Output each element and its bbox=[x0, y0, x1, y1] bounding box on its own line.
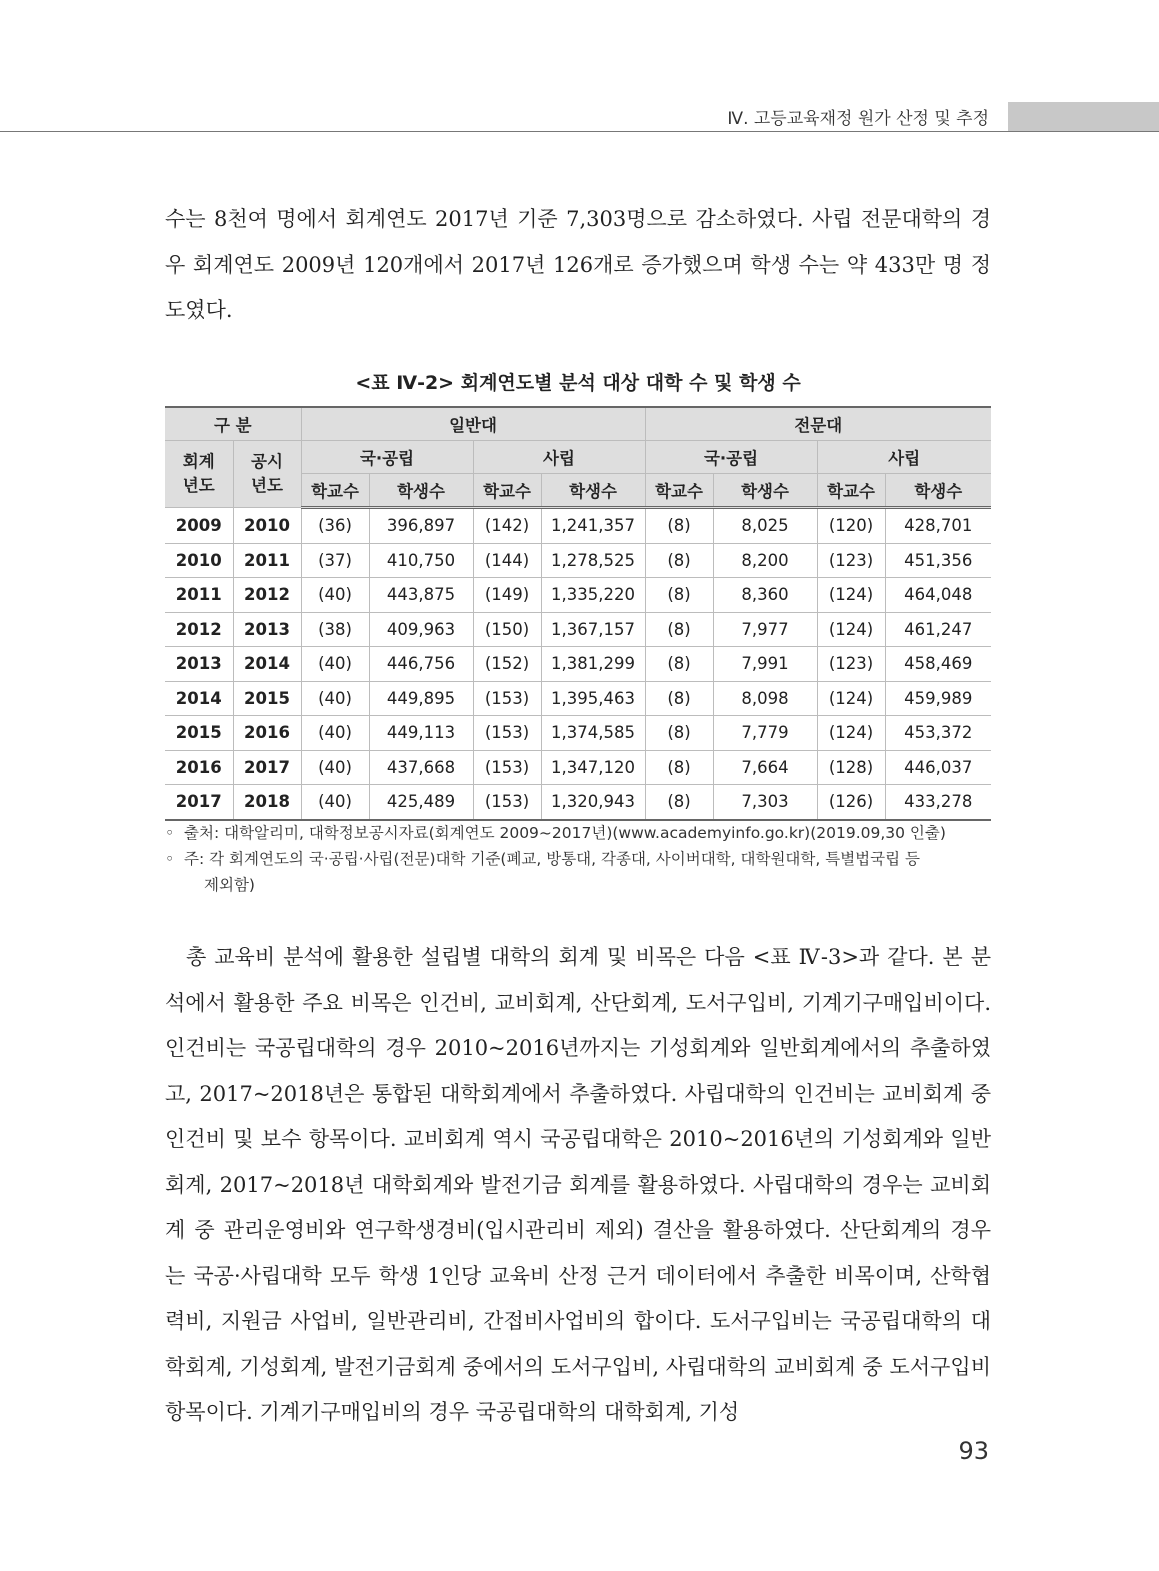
year-cell: 2011 bbox=[233, 543, 301, 578]
header-notice-year: 공시 년도 bbox=[233, 441, 301, 508]
table-cell: (40) bbox=[301, 785, 369, 820]
table-cell: (153) bbox=[473, 785, 541, 820]
table-cell: 1,381,299 bbox=[541, 647, 645, 682]
table-row bbox=[165, 578, 991, 613]
header-students: 학생수 bbox=[541, 474, 645, 508]
table-cell: (40) bbox=[301, 750, 369, 785]
body-paragraph: 총 교육비 분석에 활용한 설립별 대학의 회계 및 비목은 다음 <표 Ⅳ-3>과 같다. 본 분석에서 활용한 주요 비목은 인건비, 교비회계, 산단회계, 도서구입비, 기계기구매입비이다. 인건비는 국공립대학의 경우 2010~2016년까지는 기성회계와 일반회계에서의 추출하였고, 2017~2018년은 통합된 대학회계에서 추출하였다. 사립대학의 인건비는 교비회계 중 인건비 및 보수 항목이다. 교비회계 역시 국공립대학은 2010~2016년의 기성회계와 일반회계, 2017~2018년 대학회계와 발전기금 회계를 활용하였다. 사립대학의 경우는 교비회계 중 관리운영비와 연구학생경비(입시관리비 제외) 결산을 활용하였다. 산단회계의 경우는 국공·사립대학 모두 학생 1인당 교육비 산정 근거 데이터에서 추출한 비목이며, 산학협력비, 지원금 사업비, 일반관리비, 간접비사업비의 합이다. 도서구입비는 국공립대학의 대학회계, 기성회계, 발전기금회계 중에서의 도서구입비, 사립대학의 교비회계 중 도서구입비 항목이다. 기계기구매입비의 경우 국공립대학의 대학회계, 기성 bbox=[165, 945, 991, 1424]
table-cell: (40) bbox=[301, 681, 369, 716]
table-cell: 449,113 bbox=[369, 716, 473, 751]
table-cell: 443,875 bbox=[369, 578, 473, 613]
note-bullet: ◦ bbox=[165, 824, 175, 842]
year-cell: 2013 bbox=[233, 612, 301, 647]
table-row bbox=[165, 750, 991, 785]
table-cell: (123) bbox=[817, 543, 885, 578]
table-cell: 1,241,357 bbox=[541, 508, 645, 544]
year-cell: 2014 bbox=[233, 647, 301, 682]
table-cell: 458,469 bbox=[885, 647, 991, 682]
table-row bbox=[165, 647, 991, 682]
table-cell: 433,278 bbox=[885, 785, 991, 820]
header-general-university: 일반대 bbox=[301, 407, 645, 441]
note-bullet: ◦ bbox=[165, 850, 175, 868]
table-row bbox=[165, 785, 991, 820]
table-cell: (123) bbox=[817, 647, 885, 682]
header-schools: 학교수 bbox=[301, 474, 369, 508]
table-cell: 7,991 bbox=[713, 647, 817, 682]
table-cell: 7,664 bbox=[713, 750, 817, 785]
header-fiscal-year: 회계 년도 bbox=[165, 441, 233, 508]
intro-paragraph: 수는 8천여 명에서 회계연도 2017년 기준 7,303명으로 감소하였다. 사립 전문대학의 경우 회계연도 2009년 120개에서 2017년 126개로 증가했으며 학생 수는 약 433만 명 정도였다. bbox=[165, 207, 991, 322]
chapter-header: Ⅳ. 고등교육재정 원가 산정 및 추정 bbox=[727, 109, 989, 129]
header-accent-bar bbox=[1008, 102, 1159, 132]
table-notes bbox=[165, 820, 991, 898]
table-cell: (40) bbox=[301, 716, 369, 751]
table-cell: 410,750 bbox=[369, 543, 473, 578]
table-title: <표 Ⅳ-2> 회계연도별 분석 대상 대학 수 및 학생 수 bbox=[355, 372, 801, 394]
table-cell: (36) bbox=[301, 508, 369, 544]
table-cell: (8) bbox=[645, 785, 713, 820]
table-cell: (8) bbox=[645, 543, 713, 578]
table-cell: 446,037 bbox=[885, 750, 991, 785]
year-cell: 2014 bbox=[165, 681, 233, 716]
header-students: 학생수 bbox=[369, 474, 473, 508]
header-junior-private: 사립 bbox=[817, 441, 991, 474]
table-cell: (124) bbox=[817, 612, 885, 647]
table-cell: (40) bbox=[301, 578, 369, 613]
table-cell: 8,360 bbox=[713, 578, 817, 613]
year-cell: 2013 bbox=[165, 647, 233, 682]
table-cell: (153) bbox=[473, 750, 541, 785]
header-category: 구 분 bbox=[165, 407, 301, 441]
header-general-national: 국·공립 bbox=[301, 441, 473, 474]
table-cell: (152) bbox=[473, 647, 541, 682]
table-cell: 1,320,943 bbox=[541, 785, 645, 820]
header-junior-college: 전문대 bbox=[645, 407, 991, 441]
table-cell: (124) bbox=[817, 681, 885, 716]
year-cell: 2018 bbox=[233, 785, 301, 820]
header-general-private: 사립 bbox=[473, 441, 645, 474]
header-students: 학생수 bbox=[713, 474, 817, 508]
table-cell: (8) bbox=[645, 750, 713, 785]
table-cell: (153) bbox=[473, 716, 541, 751]
table-cell: 1,335,220 bbox=[541, 578, 645, 613]
table-cell: (8) bbox=[645, 578, 713, 613]
year-cell: 2009 bbox=[165, 508, 233, 544]
table-cell: 1,395,463 bbox=[541, 681, 645, 716]
table-cell: (142) bbox=[473, 508, 541, 544]
remark-note-continuation: 제외함) bbox=[204, 876, 255, 894]
header-schools: 학교수 bbox=[473, 474, 541, 508]
table-cell: (144) bbox=[473, 543, 541, 578]
table-cell: 428,701 bbox=[885, 508, 991, 544]
table-cell: 464,048 bbox=[885, 578, 991, 613]
table-cell: (153) bbox=[473, 681, 541, 716]
table-row bbox=[165, 681, 991, 716]
table-cell: (8) bbox=[645, 508, 713, 544]
table-cell: 449,895 bbox=[369, 681, 473, 716]
table-cell: (8) bbox=[645, 716, 713, 751]
table-cell: 409,963 bbox=[369, 612, 473, 647]
table-row bbox=[165, 508, 991, 544]
table-cell: (149) bbox=[473, 578, 541, 613]
table-cell: 8,098 bbox=[713, 681, 817, 716]
table-cell: (38) bbox=[301, 612, 369, 647]
year-cell: 2012 bbox=[233, 578, 301, 613]
table-cell: 396,897 bbox=[369, 508, 473, 544]
year-cell: 2016 bbox=[165, 750, 233, 785]
year-cell: 2011 bbox=[165, 578, 233, 613]
table-cell: (8) bbox=[645, 647, 713, 682]
table-cell: (150) bbox=[473, 612, 541, 647]
table-cell: 446,756 bbox=[369, 647, 473, 682]
table-cell: 459,989 bbox=[885, 681, 991, 716]
header-schools: 학교수 bbox=[817, 474, 885, 508]
table-cell: 451,356 bbox=[885, 543, 991, 578]
table-cell: (120) bbox=[817, 508, 885, 544]
header-schools: 학교수 bbox=[645, 474, 713, 508]
year-cell: 2010 bbox=[233, 508, 301, 544]
table-cell: 8,025 bbox=[713, 508, 817, 544]
year-cell: 2012 bbox=[165, 612, 233, 647]
year-cell: 2010 bbox=[165, 543, 233, 578]
table-cell: 7,977 bbox=[713, 612, 817, 647]
table-cell: 7,303 bbox=[713, 785, 817, 820]
remark-note bbox=[165, 846, 991, 872]
table-cell: 453,372 bbox=[885, 716, 991, 751]
statistics-table bbox=[165, 406, 991, 821]
header-students: 학생수 bbox=[885, 474, 991, 508]
table-cell: (40) bbox=[301, 647, 369, 682]
table-cell: (124) bbox=[817, 578, 885, 613]
table-cell: (126) bbox=[817, 785, 885, 820]
table-cell: 425,489 bbox=[369, 785, 473, 820]
table-cell: 1,367,157 bbox=[541, 612, 645, 647]
table-cell: (37) bbox=[301, 543, 369, 578]
table-row bbox=[165, 716, 991, 751]
table-cell: 1,374,585 bbox=[541, 716, 645, 751]
table-cell: (8) bbox=[645, 681, 713, 716]
table-cell: 8,200 bbox=[713, 543, 817, 578]
table-cell: 7,779 bbox=[713, 716, 817, 751]
table-row bbox=[165, 612, 991, 647]
header-junior-national: 국·공립 bbox=[645, 441, 817, 474]
table-cell: 1,347,120 bbox=[541, 750, 645, 785]
year-cell: 2015 bbox=[233, 681, 301, 716]
table-cell: 1,278,525 bbox=[541, 543, 645, 578]
source-note bbox=[165, 820, 991, 846]
table-cell: (8) bbox=[645, 612, 713, 647]
year-cell: 2015 bbox=[165, 716, 233, 751]
table-cell: (128) bbox=[817, 750, 885, 785]
table-cell: 461,247 bbox=[885, 612, 991, 647]
remark-note-text: 주: 각 회계연도의 국·공립·사립(전문)대학 기준(폐교, 방통대, 각종대, 사이버대학, 대학원대학, 특별법국립 등 bbox=[184, 850, 920, 868]
table-cell: 437,668 bbox=[369, 750, 473, 785]
year-cell: 2017 bbox=[233, 750, 301, 785]
table-cell: (124) bbox=[817, 716, 885, 751]
source-note-text: 출처: 대학알리미, 대학정보공시자료(회계연도 2009~2017년)(www.academyinfo.go.kr)(2019.09,30 인출) bbox=[184, 824, 946, 842]
page-number: 93 bbox=[958, 1437, 989, 1465]
header-rule bbox=[0, 131, 1159, 132]
table-row bbox=[165, 543, 991, 578]
year-cell: 2016 bbox=[233, 716, 301, 751]
year-cell: 2017 bbox=[165, 785, 233, 820]
